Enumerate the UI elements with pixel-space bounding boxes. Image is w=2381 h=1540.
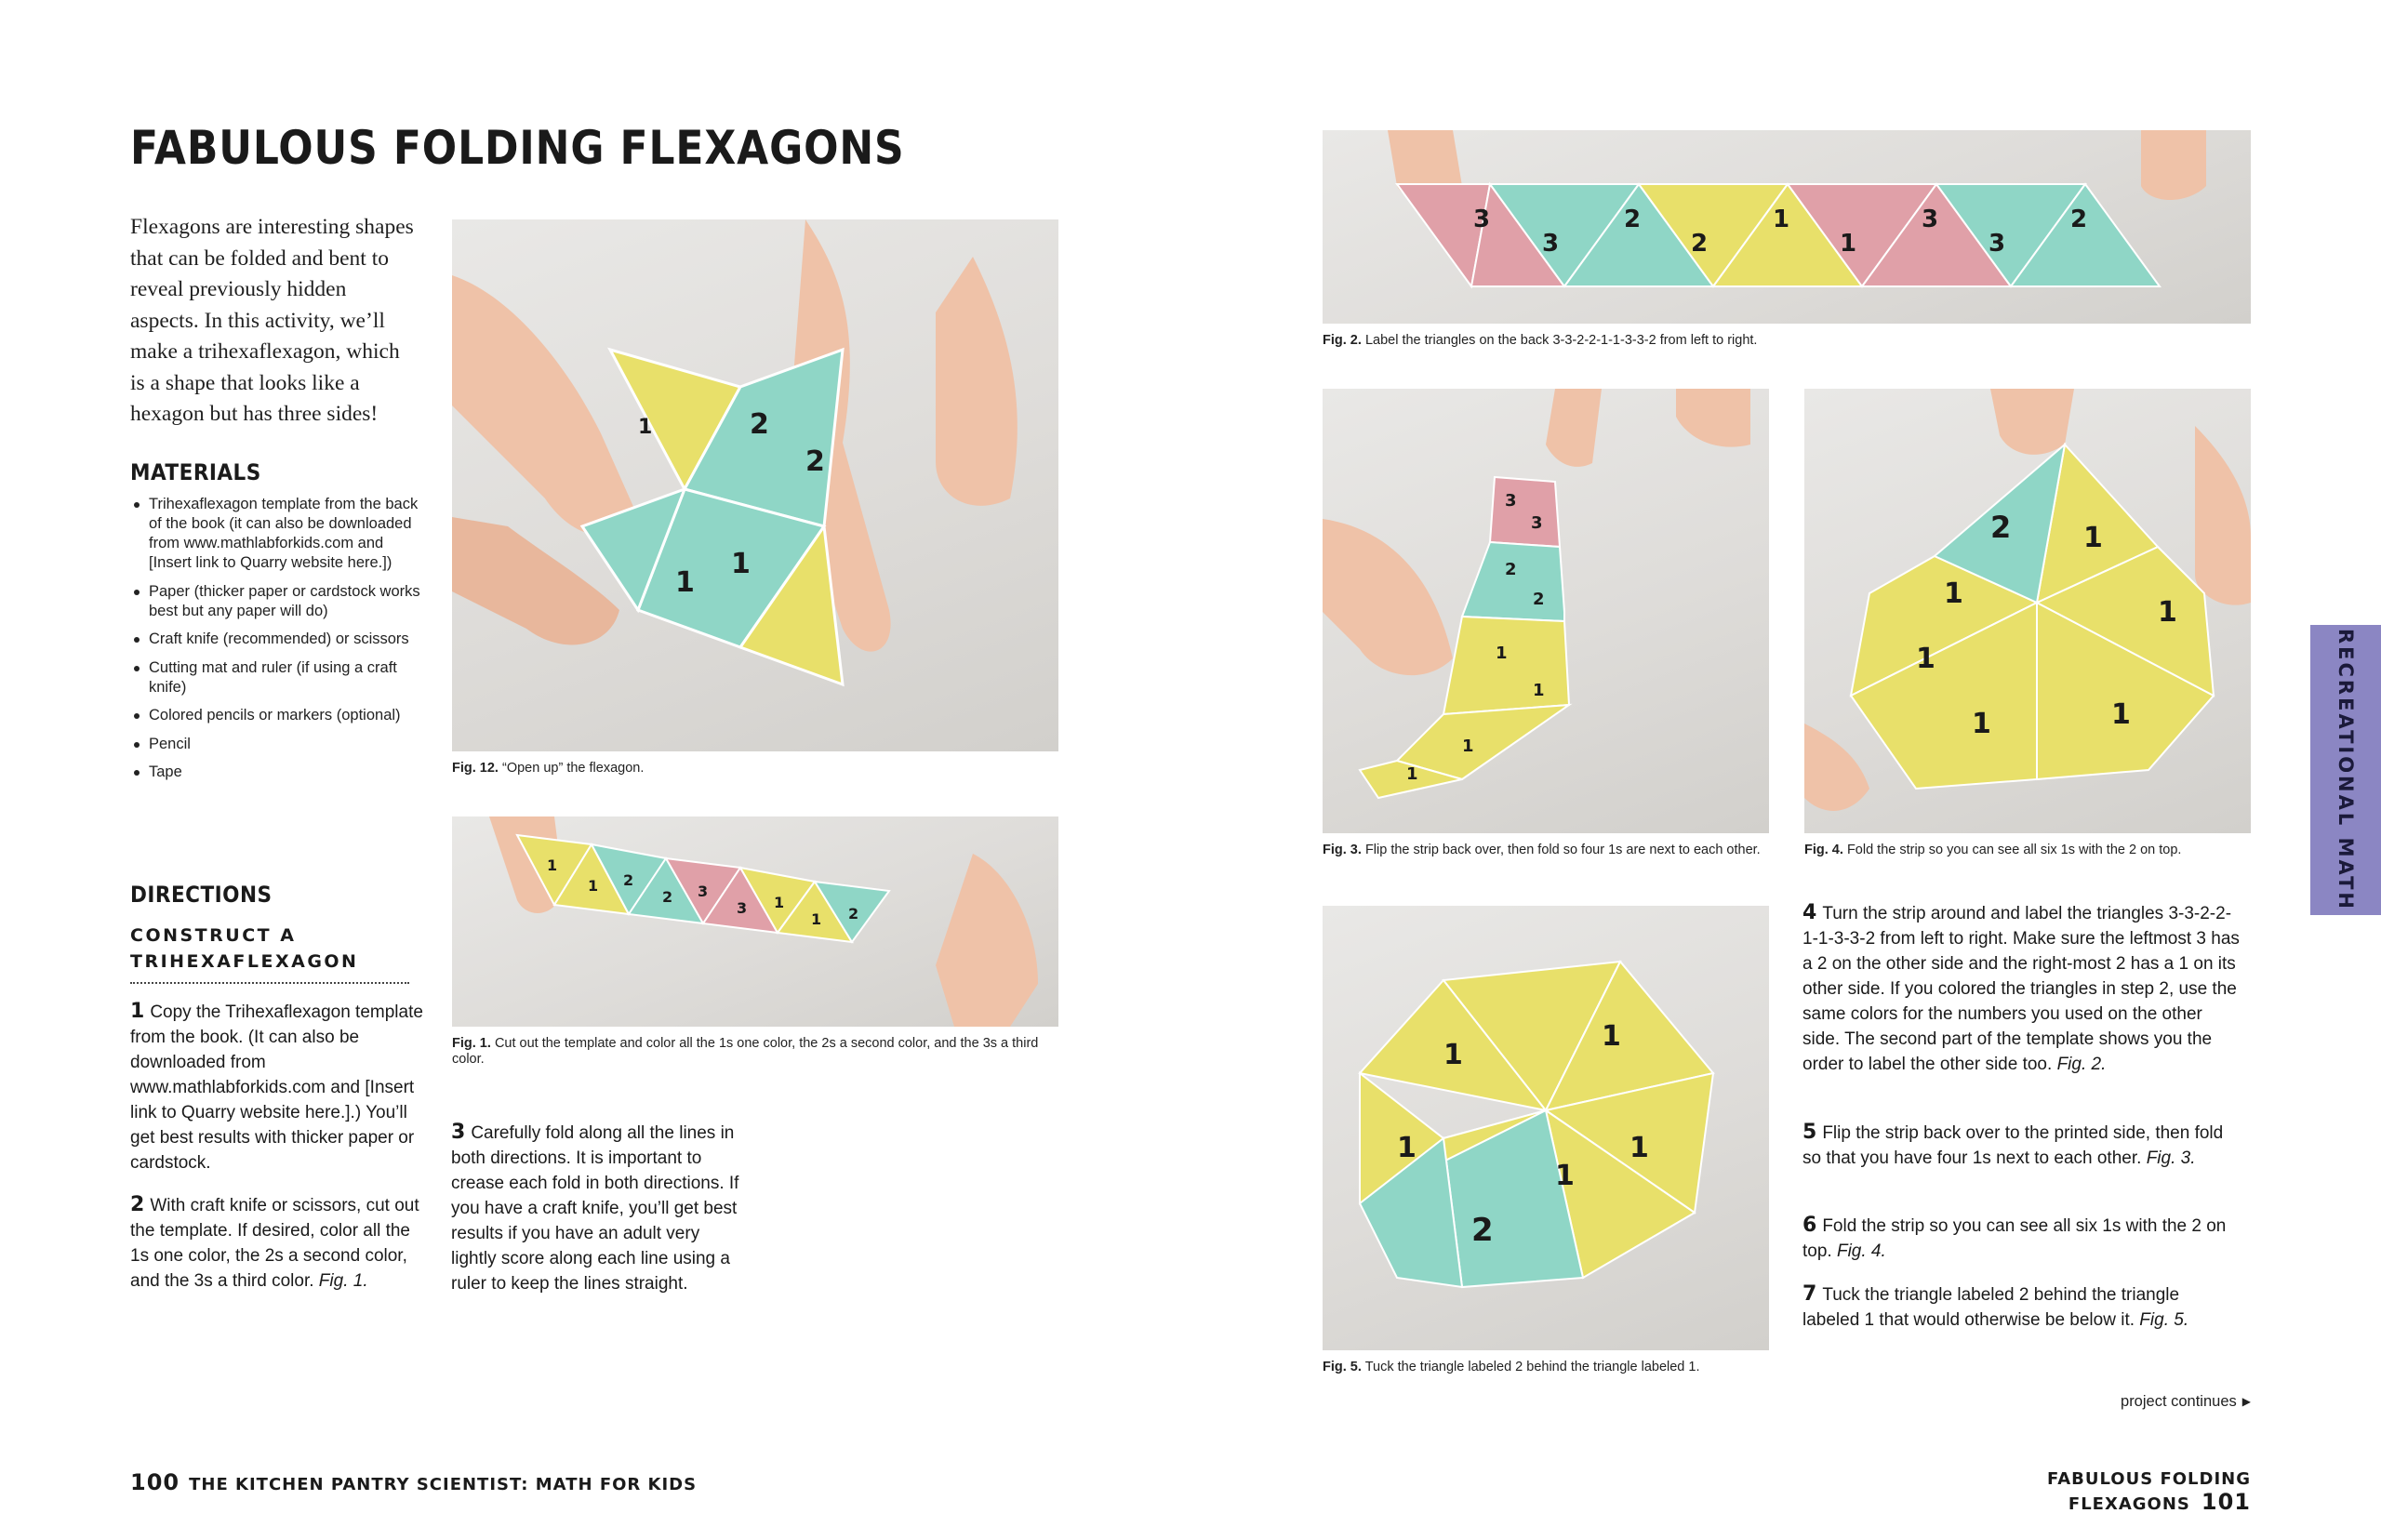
- caption-fig3: [1323, 843, 1769, 858]
- caption-label: Fig. 2.: [1323, 333, 1362, 348]
- caption-text: Flip the strip back over, then fold so four 1s are next to each other.: [1364, 843, 1761, 857]
- photo-label: 1: [1397, 1132, 1417, 1164]
- figure-reference: Fig. 4.: [1836, 1241, 1886, 1261]
- materials-heading: MATERIALS: [130, 459, 261, 485]
- construct-subheading: CONSTRUCT A TRIHEXAFLEXAGON: [130, 923, 409, 984]
- photo-label: 2: [1533, 590, 1545, 609]
- caption-text: “Open up” the flexagon.: [502, 761, 645, 776]
- step-number: 5: [1802, 1121, 1817, 1144]
- caption-text: Fold the strip so you can see all six 1s with the 2 on top.: [1846, 843, 2182, 857]
- labelled-strip-illustration: [1323, 130, 2251, 324]
- photo-fig3: [1323, 389, 1769, 833]
- photo-label: 1: [731, 548, 751, 580]
- figure-reference: Fig. 5.: [2139, 1310, 2189, 1330]
- intro-paragraph: Flexagons are interesting shapes that can be folded and bent to reveal previously hidden aspects. In this activity, we’ll make a trihexaflexagon, which is a shape that looks like a hexagon but has three sides!: [130, 215, 414, 426]
- caption-label: Fig. 3.: [1323, 843, 1362, 857]
- photo-label: 3: [737, 899, 748, 917]
- footer-left: [130, 1469, 697, 1495]
- step-number: 6: [1802, 1214, 1817, 1237]
- list-item: Pencil: [130, 735, 428, 754]
- caption-text: Tuck the triangle labeled 2 behind the triangle labeled 1.: [1364, 1360, 1700, 1374]
- hexagon-six-ones-illustration: [1804, 389, 2251, 833]
- photo-label: 1: [547, 856, 558, 874]
- step-text: Carefully fold along all the lines in both directions. It is important to crease each fold in both directions. If you have a craft knife, you’ll get best results if you have an adult very lightly score along each line using a ruler to keep the lines straight.: [451, 1123, 739, 1294]
- flexagon-open-illustration: [452, 219, 1058, 751]
- photo-label: 1: [1916, 643, 1935, 675]
- folded-strip-illustration: [1323, 389, 1769, 833]
- photo-fig12: [452, 219, 1058, 751]
- figure-reference: Fig. 2.: [2056, 1055, 2107, 1074]
- caption-fig4: [1804, 843, 2251, 858]
- photo-label: 1: [638, 416, 653, 439]
- list-item: Colored pencils or markers (optional): [130, 706, 428, 725]
- caption-label: Fig. 5.: [1323, 1360, 1362, 1374]
- photo-label: 2: [1691, 230, 1709, 258]
- photo-label: 1: [2083, 522, 2103, 554]
- photo-label: 1: [588, 877, 599, 895]
- photo-label: 1: [811, 910, 822, 928]
- step-6: [1802, 1213, 2240, 1264]
- photo-label: 1: [1555, 1160, 1575, 1192]
- caption-fig5: [1323, 1360, 1769, 1375]
- photo-label: 1: [1773, 206, 1790, 233]
- caption-fig1: [452, 1036, 1058, 1068]
- book-title: THE KITCHEN PANTRY SCIENTIST: MATH FOR KIDS: [189, 1475, 698, 1494]
- page-number-left: 100: [130, 1469, 180, 1495]
- photo-label: 1: [1496, 644, 1508, 663]
- photo-label: 3: [1531, 513, 1543, 533]
- step-2: [130, 1192, 428, 1294]
- list-item: Craft knife (recommended) or scissors: [130, 630, 428, 649]
- step-text: Tuck the triangle labeled 2 behind the triangle labeled 1 that would otherwise be below it.: [1802, 1285, 2180, 1330]
- caption-text: Label the triangles on the back 3-3-2-2-1-1-3-3-2 from left to right.: [1364, 333, 1758, 348]
- photo-label: 3: [1989, 230, 2006, 258]
- photo-label: 1: [1629, 1132, 1649, 1164]
- step-7: [1802, 1281, 2240, 1333]
- step-text: Fold the strip so you can see all six 1s with the 2 on top.: [1802, 1216, 2227, 1261]
- photo-label: 2: [1990, 510, 2012, 545]
- photo-label: 2: [848, 905, 859, 923]
- photo-label: 1: [675, 566, 695, 599]
- photo-label: 2: [1505, 560, 1517, 579]
- list-item: Paper (thicker paper or cardstock works best but any paper will do): [130, 582, 428, 621]
- directions-heading: DIRECTIONS: [130, 882, 273, 908]
- chapter-title: FABULOUS FOLDING FLEXAGONS: [2046, 1469, 2251, 1514]
- photo-label: 2: [2070, 206, 2088, 233]
- colored-strip-illustration: [452, 816, 1058, 1027]
- photo-label: 2: [805, 445, 825, 478]
- step-text: Flip the strip back over to the printed side, then fold so that you have four 1s next to each other.: [1802, 1123, 2224, 1168]
- project-continues: [2009, 1393, 2251, 1411]
- step-text: With craft knife or scissors, cut out the template. If desired, color all the 1s one color, the 2s a second color, and the 3s a third color.: [130, 1196, 419, 1291]
- caption-fig2: [1323, 333, 2251, 349]
- step-number: 4: [1802, 901, 1817, 924]
- photo-label: 1: [1406, 764, 1418, 784]
- photo-label: 2: [750, 408, 769, 441]
- step-number: 1: [130, 1000, 145, 1023]
- step-3: [451, 1120, 739, 1296]
- photo-label: 1: [1462, 737, 1474, 756]
- caption-label: Fig. 12.: [452, 761, 499, 776]
- photo-label: 1: [2158, 596, 2177, 629]
- photo-label: 1: [2111, 698, 2131, 731]
- footer-right: [1935, 1469, 2251, 1515]
- photo-label: 1: [1602, 1020, 1621, 1053]
- figure-reference: Fig. 1.: [318, 1271, 368, 1291]
- triangle-right-icon: ▶: [2241, 1395, 2251, 1408]
- photo-label: 1: [1533, 681, 1545, 700]
- photo-fig5: [1323, 906, 1769, 1350]
- list-item: Tape: [130, 763, 428, 782]
- caption-label: Fig. 4.: [1804, 843, 1843, 857]
- step-text: Copy the Trihexaflexagon template from the book. (It can also be downloaded from www.mathlabforkids.com and [Insert link to Quarry website here.].) You’ll get best results with thicker paper or cardstock.: [130, 1002, 423, 1173]
- photo-fig4: [1804, 389, 2251, 833]
- step-number: 3: [451, 1121, 466, 1144]
- step-text: Turn the strip around and label the triangles 3-3-2-2-1-1-3-3-2 from left to right. Make sure the leftmost 3 has a 2 on the other side and the right-most 2 has a 1 on its other side. If you colored the triangles in step 2, use the same colors for the numbers you used on the other side. The second part of the template shows you the order to label the other side too.: [1802, 904, 2240, 1074]
- photo-label: 2: [662, 888, 673, 906]
- photo-label: 2: [1624, 206, 1642, 233]
- photo-label: 1: [774, 894, 785, 911]
- list-item: Cutting mat and ruler (if using a craft knife): [130, 658, 428, 697]
- photo-fig2: [1323, 130, 2251, 324]
- page-number-right: 101: [2201, 1489, 2251, 1515]
- caption-fig12: [452, 761, 1058, 777]
- photo-label: 1: [1944, 578, 1963, 610]
- project-continues-text: project continues: [2121, 1393, 2237, 1410]
- tucked-hexagon-illustration: [1323, 906, 1769, 1350]
- photo-label: 3: [1473, 206, 1491, 233]
- materials-list: [130, 495, 428, 791]
- photo-label: 3: [698, 883, 709, 900]
- photo-label: 3: [1922, 206, 1939, 233]
- photo-label: 1: [1972, 708, 1991, 740]
- photo-label: 2: [1471, 1212, 1494, 1249]
- photo-label: 1: [1443, 1039, 1463, 1071]
- figure-reference: Fig. 3.: [2146, 1148, 2196, 1168]
- step-5: [1802, 1120, 2240, 1171]
- step-number: 2: [130, 1193, 145, 1216]
- photo-label: 3: [1542, 230, 1560, 258]
- photo-label: 3: [1505, 491, 1517, 511]
- side-tab-label: RECREATIONAL MATH: [2334, 629, 2357, 911]
- photo-label: 1: [1840, 230, 1857, 258]
- step-1: [130, 999, 428, 1175]
- section-side-tab: [2310, 625, 2381, 915]
- photo-fig1: [452, 816, 1058, 1027]
- caption-label: Fig. 1.: [452, 1036, 491, 1051]
- step-number: 7: [1802, 1282, 1817, 1306]
- photo-label: 2: [623, 871, 634, 889]
- step-4: [1802, 900, 2240, 1077]
- caption-text: Cut out the template and color all the 1s one color, the 2s a second color, and the 3s a third color.: [452, 1036, 1039, 1067]
- page-title: FABULOUS FOLDING FLEXAGONS: [130, 121, 905, 175]
- list-item: Trihexaflexagon template from the back of the book (it can also be downloaded from www.mathlabforkids.com and [Insert link to Quarry website here.]): [130, 495, 428, 573]
